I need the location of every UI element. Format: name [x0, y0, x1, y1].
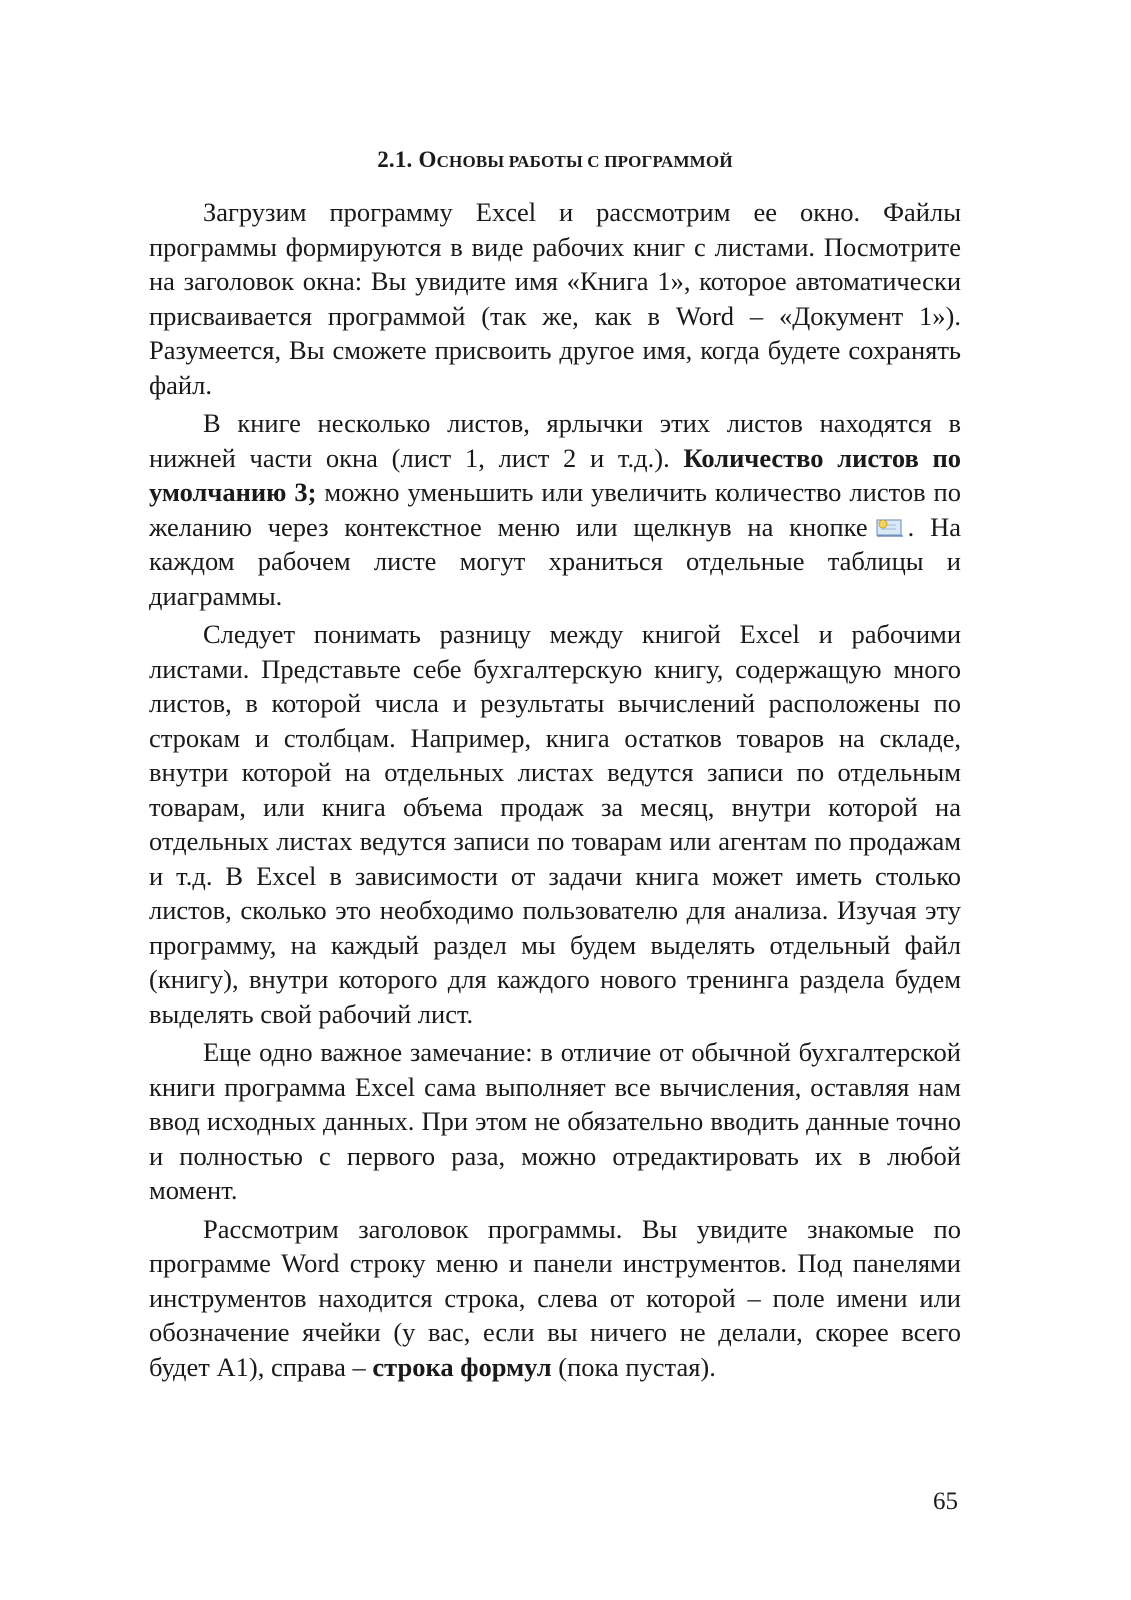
page-number: 65 — [933, 1488, 958, 1515]
document-page — [149, 147, 961, 1388]
section-heading — [149, 147, 961, 173]
section-title-initial: О — [412, 147, 437, 172]
paragraph-5-text-b: (пока пустая). — [551, 1351, 716, 1382]
paragraph-2-text-b: можно уменьшить или увеличить количество листов по желанию через контекстное меню или щелкнув на кнопке — [149, 477, 961, 542]
section-title-rest: СНОВЫ РАБОТЫ С ПРОГРАММОЙ — [436, 152, 733, 171]
paragraph-4: Еще одно важное замечание: в отличие от обычной бухгалтерской книги программа Excel сама выполняет все вычисления, оставляя нам ввод исходных данных. При этом не обязательно вводить данные точно и полностью с первого раза, можно отредактировать их в любой момент. — [149, 1037, 961, 1205]
paragraph-5-text-a: Рассмотрим заголовок программы. Вы увидите знакомые по программе Word строку меню и панели инструментов. Под панелями инструментов находится строка, слева от которой – поле имени или обозначение ячейки (у вас, если вы ничего не делали, скорее всего будет A1), справа – — [149, 1213, 961, 1382]
paragraph-2-text-c: . На каждом рабочем листе могут храниться отдельные таблицы и диаграммы. — [149, 511, 961, 611]
paragraph-2-text-a: В книге несколько листов, ярлычки этих листов находятся в нижней части окна (лист 1, лист 2 и т.д.). — [149, 408, 961, 473]
paragraph-2 — [149, 406, 961, 613]
paragraph-5 — [149, 1212, 961, 1385]
paragraph-5-bold: строка формул — [372, 1351, 552, 1382]
section-number: 2.1. — [377, 147, 413, 172]
paragraph-3: Следует понимать разницу между книгой Excel и рабочими листами. Представьте себе бухгалтерскую книгу, содержащую много листов, в которой числа и результаты вычислений расположены по строкам и столбцам. Например, книга остатков товаров на складе, внутри которой на отдельных листах ведутся записи по отдельным товарам, или книга объема продаж за месяц, внутри которой на отдельных листах ведутся записи по товарам или агентам по продажам и т.д. В Excel в зависимости от задачи книга может иметь столько листов, сколько это необходимо пользователю для анализа. Изучая эту программу, на каждый раздел мы будем выделять отдельный файл (книгу), внутри которого для каждого нового тренинга раздела будем выделять свой рабочий лист. — [149, 619, 961, 1029]
paragraph-1: Загрузим программу Excel и рассмотрим ее окно. Файлы программы формируются в виде рабочих книг с листами. Посмотрите на заголовок окна: Вы увидите имя «Книга 1», которое автоматически присваивается программой (так же, как в Word – «Документ 1»). Разумеется, Вы сможете присвоить другое имя, когда будете сохранять файл. — [149, 197, 961, 400]
paragraph-2-bold: Количество листов по умолчанию 3; — [149, 442, 961, 507]
insert-sheet-icon — [874, 517, 906, 539]
